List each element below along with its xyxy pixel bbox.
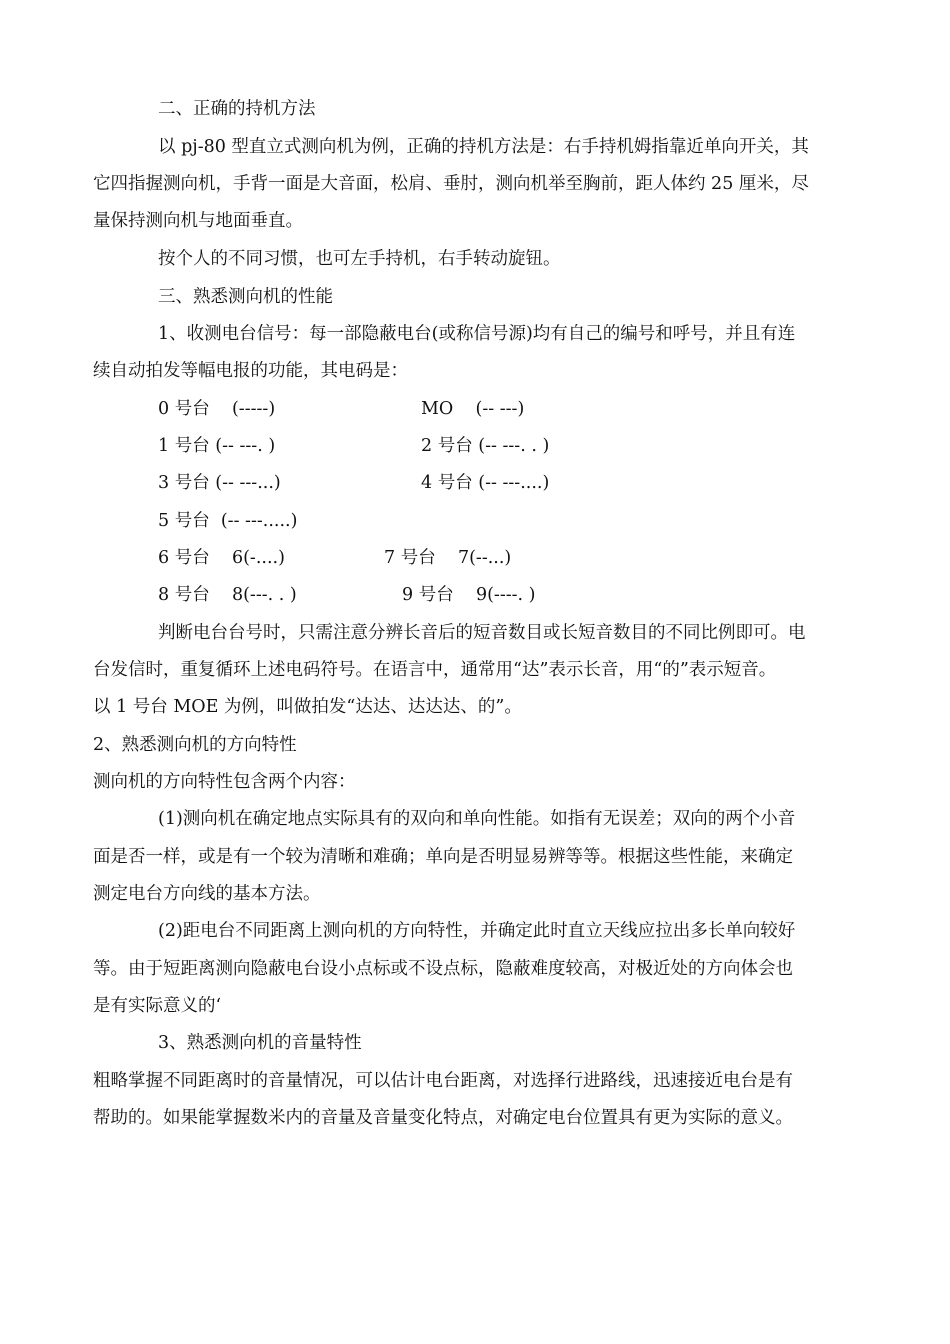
- code-entry: 8 号台 8(---. . ): [158, 585, 297, 605]
- subheading-volume: 3、熟悉测向机的音量特性: [158, 1033, 362, 1053]
- paragraph-line: 是有实际意义的‘: [93, 996, 222, 1016]
- paragraph-line: 测向机的方向特性包含两个内容：: [93, 772, 356, 792]
- paragraph-line: 它四指握测向机，手背一面是大音面，松肩、垂肘，测向机举至胸前，距人体约 25 厘米，尽: [93, 174, 809, 194]
- paragraph-line: 等。由于短距离测向隐蔽电台设小点标或不设点标，隐蔽难度较高，对极近处的方向体会也: [93, 959, 793, 979]
- paragraph-line: 粗略掌握不同距离时的音量情况，可以估计电台距离，对选择行进路线，迅速接近电台是有: [93, 1071, 793, 1091]
- code-entry: 9 号台 9(----. ): [402, 585, 536, 605]
- paragraph-line: 量保持测向机与地面垂直。: [93, 211, 303, 231]
- code-entry: MO (-- ---): [421, 399, 525, 419]
- paragraph-line: 台发信时，重复循环上述电码符号。在语言中，通常用“达”表示长音，用“的”表示短音。: [93, 660, 777, 680]
- code-entry: 2 号台 (-- ---. . ): [421, 436, 550, 456]
- paragraph-line: (2)距电台不同距离上测向机的方向特性，并确定此时直立天线应拉出多长单向较好: [158, 921, 796, 941]
- code-entry: 7 号台 7(--...): [384, 548, 512, 568]
- code-entry: 6 号台 6(-....): [158, 548, 285, 568]
- code-entry: 5 号台 (-- ---.....): [158, 511, 298, 531]
- paragraph-line: (1)测向机在确定地点实际具有的双向和单向性能。如指有无误差；双向的两个小音: [158, 809, 796, 829]
- section-heading-performance: 三、熟悉测向机的性能: [158, 287, 333, 307]
- code-entry: 1 号台 (-- ---. ): [158, 436, 276, 456]
- paragraph-line: 测定电台方向线的基本方法。: [93, 884, 321, 904]
- paragraph-line: 帮助的。如果能掌握数米内的音量及音量变化特点，对确定电台位置具有更为实际的意义。: [93, 1108, 793, 1128]
- paragraph-line: 判断电台台号时，只需注意分辨长音后的短音数目或长短音数目的不同比例即可。电: [158, 623, 806, 643]
- paragraph-line: 1、收测电台信号：每一部隐蔽电台(或称信号源)均有自己的编号和呼号，并且有连: [158, 324, 796, 344]
- paragraph-line: 以 1 号台 MOE 为例，叫做拍发“达达、达达达、的”。: [93, 697, 522, 717]
- code-entry: 4 号台 (-- ---....): [421, 473, 550, 493]
- section-heading-holding-method: 二、正确的持机方法: [158, 99, 316, 119]
- code-entry: 3 号台 (-- ---...): [158, 473, 281, 493]
- paragraph-line: 面是否一样，或是有一个较为清晰和难确；单向是否明显易辨等等。根据这些性能，来确定: [93, 847, 793, 867]
- paragraph-line: 续自动拍发等幅电报的功能，其电码是：: [93, 361, 408, 381]
- paragraph-line: 以 pj-80 型直立式测向机为例，正确的持机方法是：右手持机姆指靠近单向开关，其: [158, 137, 809, 157]
- code-entry: 0 号台 (-----): [158, 399, 276, 419]
- paragraph-line: 按个人的不同习惯，也可左手持机，右手转动旋钮。: [158, 249, 561, 269]
- subheading-direction: 2、熟悉测向机的方向特性: [93, 735, 297, 755]
